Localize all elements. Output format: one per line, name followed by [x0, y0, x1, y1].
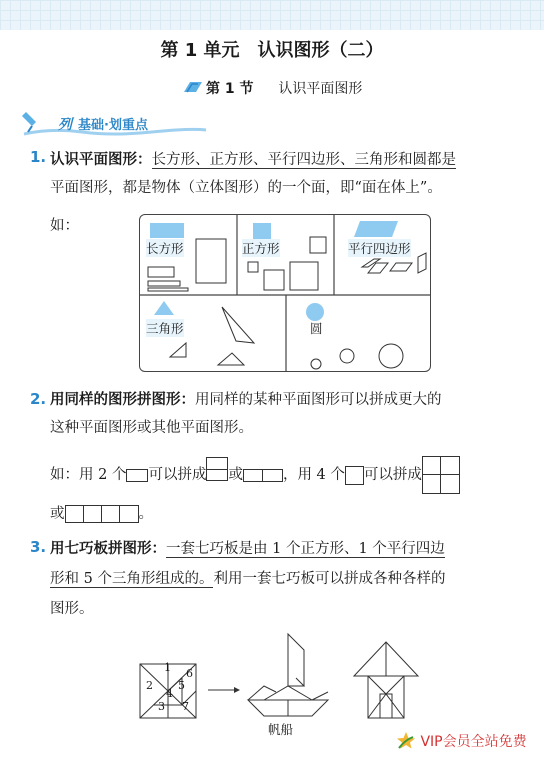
item-1-number: 1. — [30, 148, 47, 166]
tangram-piece-6: 6 — [186, 667, 193, 680]
label-triangle: 三角形 — [146, 321, 184, 336]
section-number: 第 1 节 — [206, 81, 254, 97]
item-1-text: 认识平面图形：长方形、正方形、平行四边形、三角形和圆都是 平面图形，都是物体（立体图形）的一个面，即“面在体上”。 — [50, 152, 456, 196]
section-ribbon-icon — [182, 80, 202, 94]
vip-watermark: VIP会员全站免费 — [396, 731, 527, 751]
header-grid — [0, 0, 544, 30]
item-3-number: 3. — [30, 538, 47, 556]
label-parallelogram: 平行四边形 — [348, 241, 411, 256]
label-square: 正方形 — [242, 241, 280, 256]
unit-title: 第 1 单元 认识图形（二） — [160, 40, 384, 61]
section-title: 认识平面图形 — [278, 81, 363, 97]
item-2-text: 用同样的图形拼图形：用同样的某种平面图形可以拼成更大的 这种平面图形或其他平面图形。 — [50, 392, 442, 436]
shape-examples-box — [139, 214, 431, 372]
star-icon — [396, 731, 416, 749]
tangram-piece-5: 5 — [178, 679, 185, 692]
tangram-piece-4: 4 — [166, 687, 173, 700]
label-rectangle: 长方形 — [146, 241, 184, 256]
item-2-number: 2. — [30, 390, 47, 408]
tangram-piece-2: 2 — [146, 679, 153, 692]
section-heading — [0, 78, 544, 98]
item-2-example-cont: 或 。 — [50, 506, 153, 522]
tangram-piece-7: 7 — [182, 700, 189, 713]
tangram-piece-1: 1 — [164, 661, 171, 674]
label-circle: 圆 — [310, 321, 323, 336]
banner-label: 列 基础·划重点 — [58, 117, 148, 133]
boat-label: 帆船 — [268, 722, 294, 737]
tangram-piece-3: 3 — [158, 700, 165, 713]
item-2-example: 如：用 2 个 可以拼成 或 ，用 4 个 可以拼成 — [50, 456, 520, 494]
item-1-example: 如： — [50, 218, 79, 234]
item-3-text: 用七巧板拼图形：一套七巧板是由 1 个正方形、1 个平行四边 形和 5 个三角形组成的。利用一套七巧板可以拼成各种各样的 图形。 — [50, 541, 446, 617]
